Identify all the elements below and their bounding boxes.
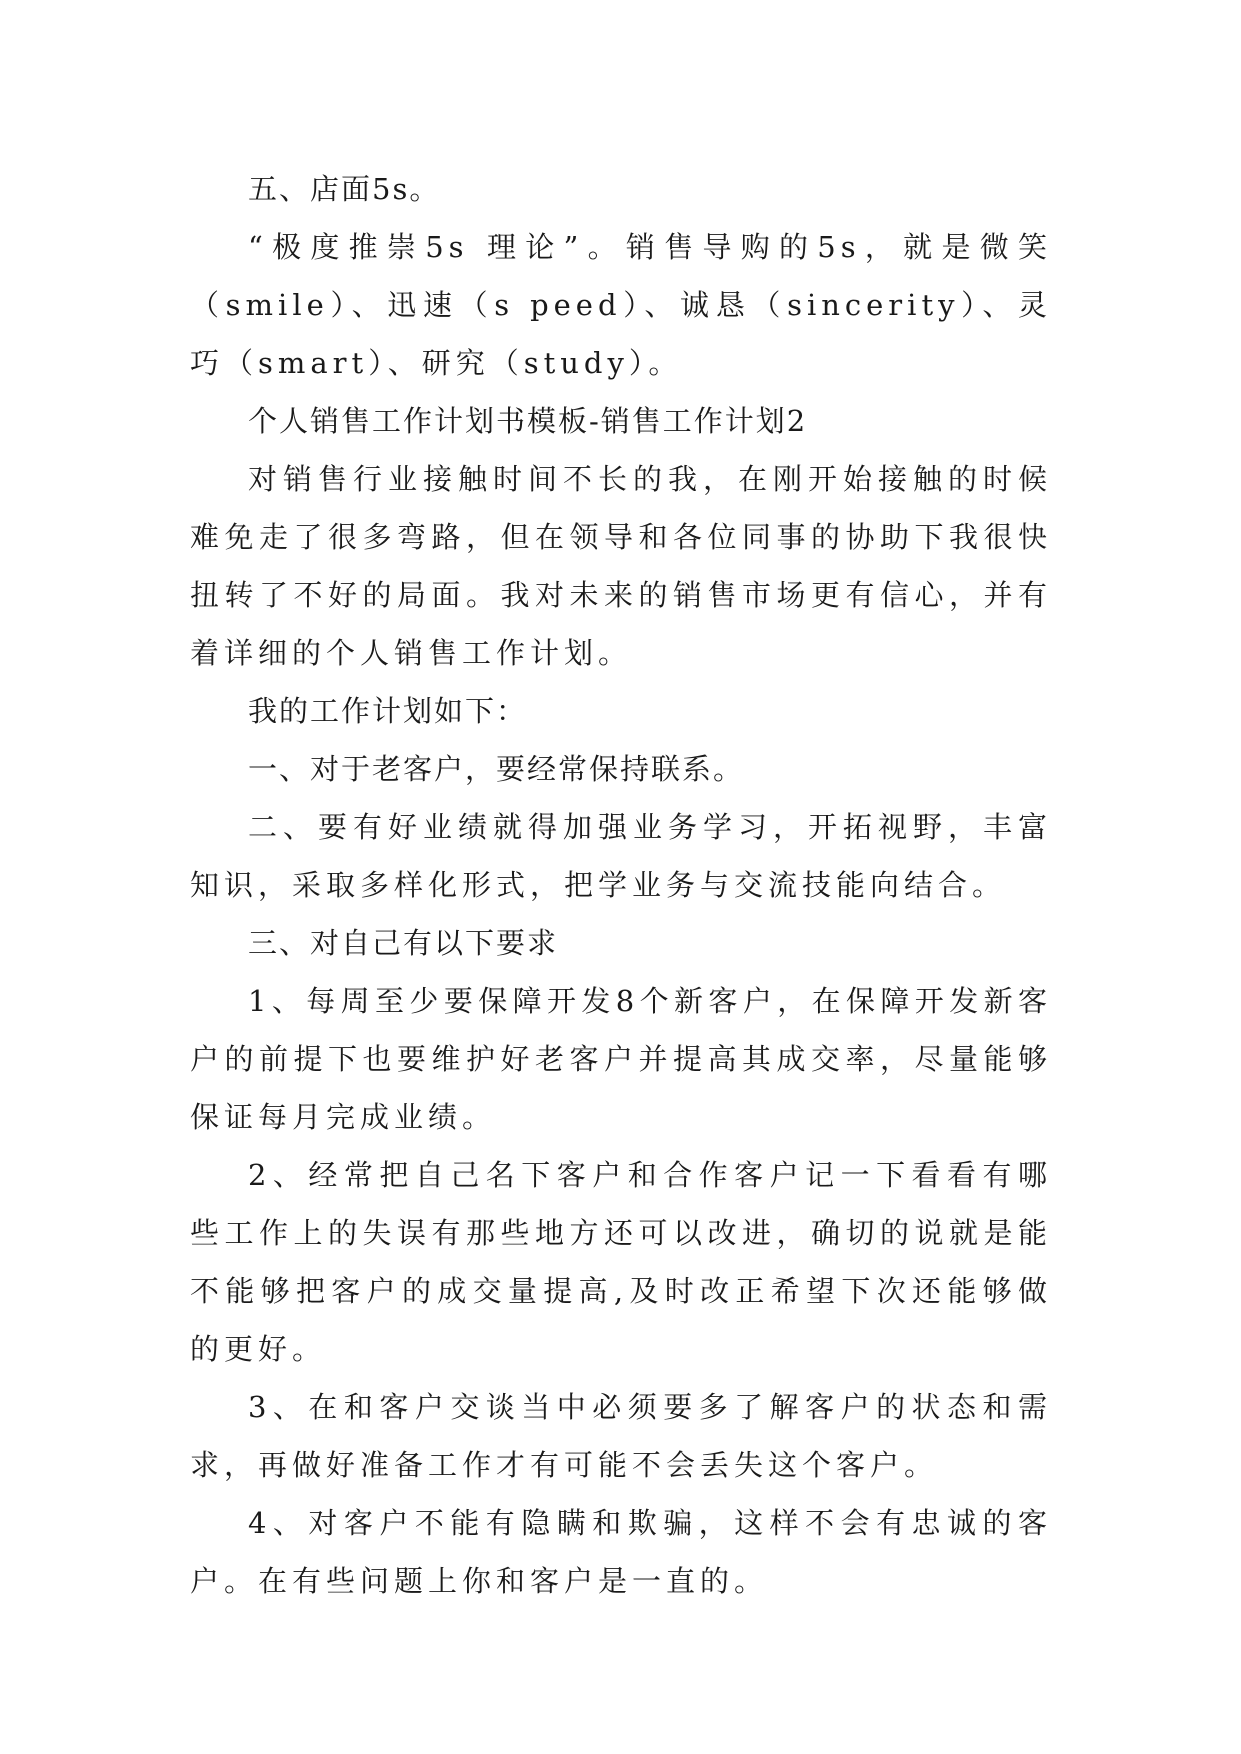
paragraph-store-5s-heading: 五、店面5s。 xyxy=(248,172,441,206)
paragraph-section-title: 个人销售工作计划书模板-销售工作计划2 xyxy=(248,404,808,438)
paragraph-intro: 对销售行业接触时间不长的我，在刚开始接触的时候难免走了很多弯路，但在领导和各位同事的协助下我很快扭转了不好的局面。我对未来的销售市场更有信心，并有着详细的个人销售工作计划。 xyxy=(190,462,1052,670)
paragraph-item-three: 三、对自己有以下要求 xyxy=(248,926,559,960)
paragraph-requirement-4: 4、对客户不能有隐瞒和欺骗，这样不会有忠诚的客户。在有些问题上你和客户是一直的。 xyxy=(190,1506,1052,1598)
paragraph-item-one: 一、对于老客户，要经常保持联系。 xyxy=(248,752,745,786)
paragraph-item-two: 二、要有好业绩就得加强业务学习，开拓视野，丰富知识，采取多样化形式，把学业务与交流技能向结合。 xyxy=(190,810,1052,902)
paragraph-plan-heading: 我的工作计划如下： xyxy=(248,694,528,728)
paragraph-5s-theory: “极度推崇5s 理论”。销售导购的5s，就是微笑（smile）、迅速（s peed）、诚恳（sincerity）、灵巧（smart）、研究（study）。 xyxy=(190,230,1052,380)
paragraph-requirement-1: 1、每周至少要保障开发8个新客户，在保障开发新客户的前提下也要维护好老客户并提高其成交率，尽量能够保证每月完成业绩。 xyxy=(190,984,1052,1134)
document-body xyxy=(190,160,1052,1610)
paragraph-requirement-3: 3、在和客户交谈当中必须要多了解客户的状态和需求，再做好准备工作才有可能不会丢失这个客户。 xyxy=(190,1390,1052,1482)
paragraph-requirement-2: 2、经常把自己名下客户和合作客户记一下看看有哪些工作上的失误有那些地方还可以改进，确切的说就是能不能够把客户的成交量提高,及时改正希望下次还能够做的更好。 xyxy=(190,1158,1052,1366)
